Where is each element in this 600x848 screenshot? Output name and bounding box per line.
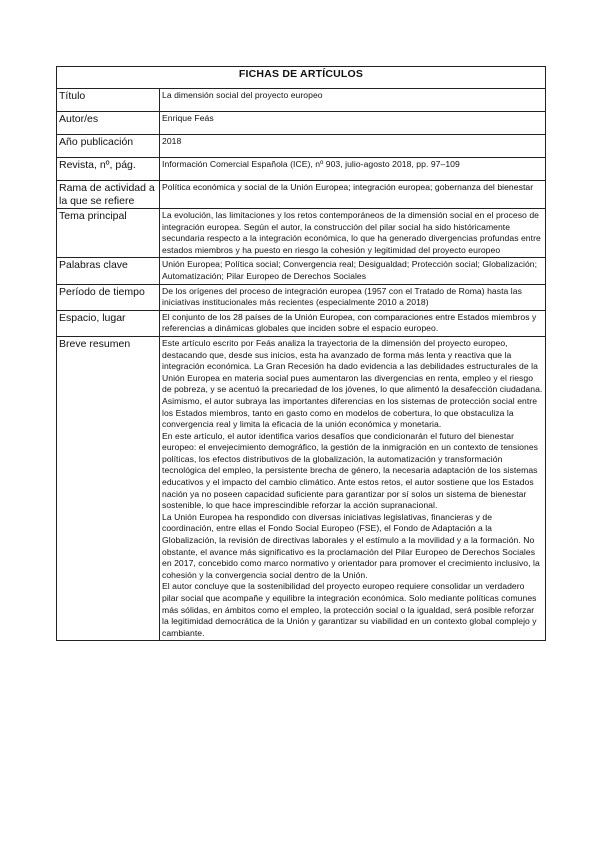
value-espacio: El conjunto de los 28 países de la Unión Europea, con comparaciones entre Estados miembros y referencias a dinámicas globales que inciden sobre el espacio europeo. <box>160 310 546 336</box>
value-revista: Información Comercial Española (ICE), nº 903, julio-agosto 2018, pp. 97–109 <box>160 158 546 181</box>
value-periodo: De los orígenes del proceso de integración europea (1957 con el Tratado de Roma) hasta las iniciativas institucionales más recientes (especialmente 2010 a 2018) <box>160 284 546 310</box>
resumen-paragraph-4: El autor concluye que la sostenibilidad del proyecto europeo requiere consolidar un verdadero pilar social que acompañe y equilibre la integración económica. Solo mediante políticas comunes más sólidas, en ámbitos como el empleo, la protección social o la igualdad, será posible reforzar la legitimidad democrática de la Unión y garantizar su viabilidad en un contexto global complejo y cambiante. <box>162 581 537 638</box>
row-espacio <box>57 310 546 336</box>
label-autor: Autor/es <box>57 112 160 135</box>
row-ano <box>57 135 546 158</box>
value-rama: Política económica y social de la Unión Europea; integración europea; gobernanza del bienestar <box>160 181 546 209</box>
value-palabras: Unión Europea; Política social; Convergencia real; Desigualdad; Protección social; Globalización; Automatización; Pilar Europeo de Derechos Sociales <box>160 258 546 284</box>
value-titulo: La dimensión social del proyecto europeo <box>160 89 546 112</box>
value-autor: Enrique Feás <box>160 112 546 135</box>
row-autor <box>57 112 546 135</box>
row-resumen <box>57 336 546 640</box>
table-title: FICHAS DE ARTÍCULOS <box>57 67 546 89</box>
row-palabras <box>57 258 546 284</box>
label-espacio: Espacio, lugar <box>57 310 160 336</box>
label-palabras: Palabras clave <box>57 258 160 284</box>
value-tema: La evolución, las limitaciones y los retos contemporáneos de la dimensión social en el proceso de integración europea. Según el autor, la construcción del pilar social ha sido históricamente secundaria respecto a la integración económica, lo que ha generado divergencias profundas entre estados miembros y ha puesto en riesgo la cohesión y legitimidad del proyecto europeo <box>160 209 546 258</box>
row-tema <box>57 209 546 258</box>
resumen-paragraph-3: La Unión Europea ha respondido con diversas iniciativas legislativas, financieras y de coordinación, entre ellas el Fondo Social Europeo (FSE), el Fondo de Adaptación a la Globalización, la revisión de directivas laborales y el estímulo a la movilidad y a la formación. No obstante, el avance más significativo es la proclamación del Pilar Europeo de Derechos Sociales en 2017, concebido como marco normativo y orientador para promover el crecimiento inclusivo, la cohesión y la convergencia social dentro de la Unión. <box>162 511 540 580</box>
label-titulo: Título <box>57 89 160 112</box>
label-ano: Año publicación <box>57 135 160 158</box>
label-periodo: Período de tiempo <box>57 284 160 310</box>
value-resumen <box>160 336 546 640</box>
row-titulo <box>57 89 546 112</box>
ficha-table <box>56 66 546 641</box>
label-tema: Tema principal <box>57 209 160 258</box>
label-resumen: Breve resumen <box>57 336 160 640</box>
label-rama: Rama de actividad a la que se refiere <box>57 181 160 209</box>
label-revista: Revista, nº, pág. <box>57 158 160 181</box>
header-row <box>57 67 546 89</box>
value-ano: 2018 <box>160 135 546 158</box>
row-rama <box>57 181 546 209</box>
row-periodo <box>57 284 546 310</box>
resumen-paragraph-2: En este artículo, el autor identifica varios desafíos que condicionarán el futuro del bienestar europeo: el envejecimiento demográfico, la gestión de la inmigración en un contexto de tensiones políticas, los efectos distributivos de la globalización, la automatización y transformación tecnológica del empleo, la persistente brecha de género, la necesaria adaptación de los sistemas educativos y el impacto del cambio climático. Ante estos retos, el autor sostiene que los Estados nación ya no poseen capacidad suficiente para garantizar por sí solos un sistema de bienestar sostenible, lo que hace imprescindible reforzar la acción supranacional. <box>162 430 538 511</box>
resumen-paragraph-1: Este artículo escrito por Feás analiza la trayectoria de la dimensión del proyecto europeo, destacando que, desde sus inicios, esta ha avanzado de forma más lenta y reactiva que la integración económica. La Gran Recesión ha dado evidencia a las debilidades estructurales de la Unión Europea en materia social pues aumentaron las divergencias en renta, empleo y el riesgo de pobreza, y se acentuó la precariedad de los jóvenes, lo que alimentó la desafección ciudadana. Asimismo, el autor subraya las importantes diferencias en los sistemas de protección social entre los Estados miembros, tanto en gasto como en modelos de cobertura, lo que obstaculiza la convergencia real y limita la eficacia de la unión económica y monetaria. <box>162 337 543 430</box>
row-revista <box>57 158 546 181</box>
